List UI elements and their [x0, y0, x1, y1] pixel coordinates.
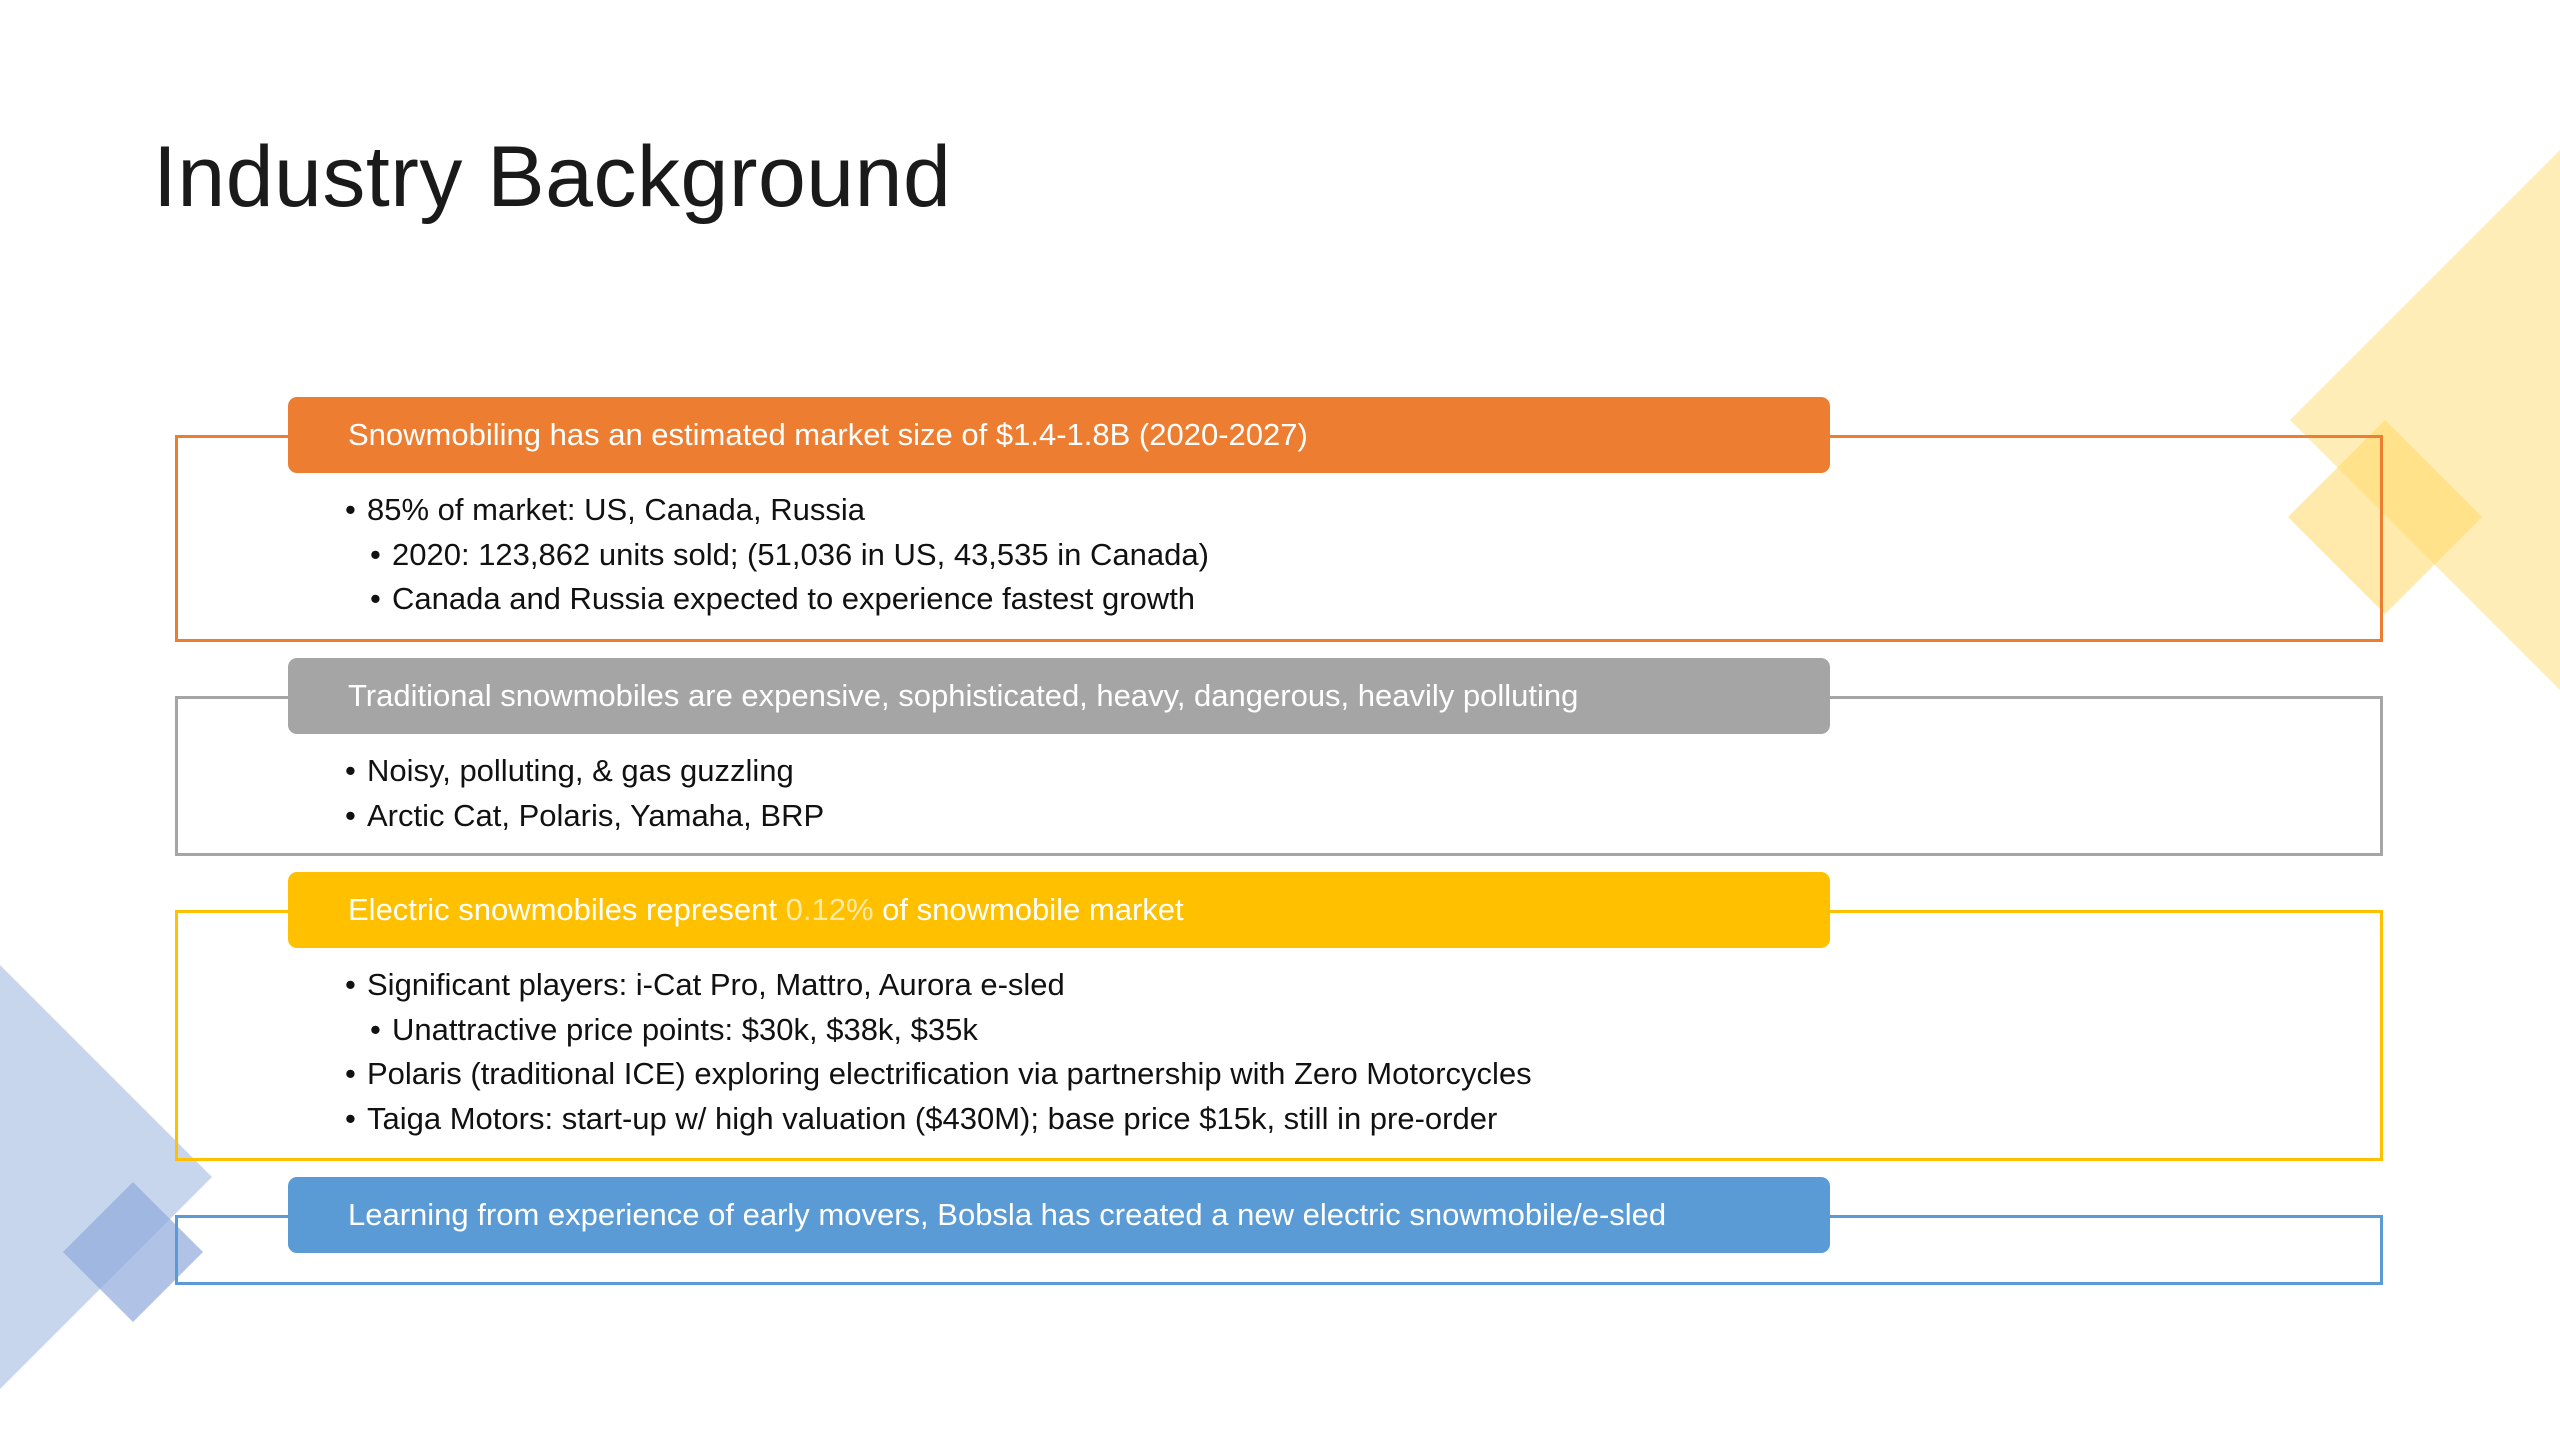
list-item: • Taiga Motors: start-up w/ high valuation ($430M); base price $15k, still in pre-order: [345, 1097, 1532, 1142]
header-text-suffix: of snowmobile market: [873, 892, 1184, 927]
header-text-prefix: Electric snowmobiles represent: [348, 892, 786, 927]
section-bobsla-header: Learning from experience of early movers, Bobsla has created a new electric snowmobile/e-sled: [288, 1177, 1830, 1253]
slide-title: Industry Background: [153, 129, 952, 225]
list-item: • 85% of market: US, Canada, Russia: [345, 488, 1209, 533]
section-market-size-header: Snowmobiling has an estimated market size of $1.4-1.8B (2020-2027): [288, 397, 1830, 473]
header-text-highlight: 0.12%: [785, 892, 874, 927]
section-traditional-bullets: [345, 749, 824, 838]
section-market-size-bullets: [345, 488, 1209, 622]
list-item: • 2020: 123,862 units sold; (51,036 in US, 43,535 in Canada): [345, 533, 1209, 578]
section-electric-bullets: [345, 963, 1532, 1141]
section-electric-header: [288, 872, 1830, 948]
list-item: • Canada and Russia expected to experience fastest growth: [345, 577, 1209, 622]
list-item: • Polaris (traditional ICE) exploring electrification via partnership with Zero Motorcycles: [345, 1052, 1532, 1097]
list-item: • Significant players: i-Cat Pro, Mattro, Aurora e-sled: [345, 963, 1532, 1008]
list-item: • Noisy, polluting, & gas guzzling: [345, 749, 824, 794]
list-item: • Unattractive price points: $30k, $38k, $35k: [345, 1008, 1532, 1053]
section-traditional-header: Traditional snowmobiles are expensive, sophisticated, heavy, dangerous, heavily polluting: [288, 658, 1830, 734]
list-item: • Arctic Cat, Polaris, Yamaha, BRP: [345, 794, 824, 839]
